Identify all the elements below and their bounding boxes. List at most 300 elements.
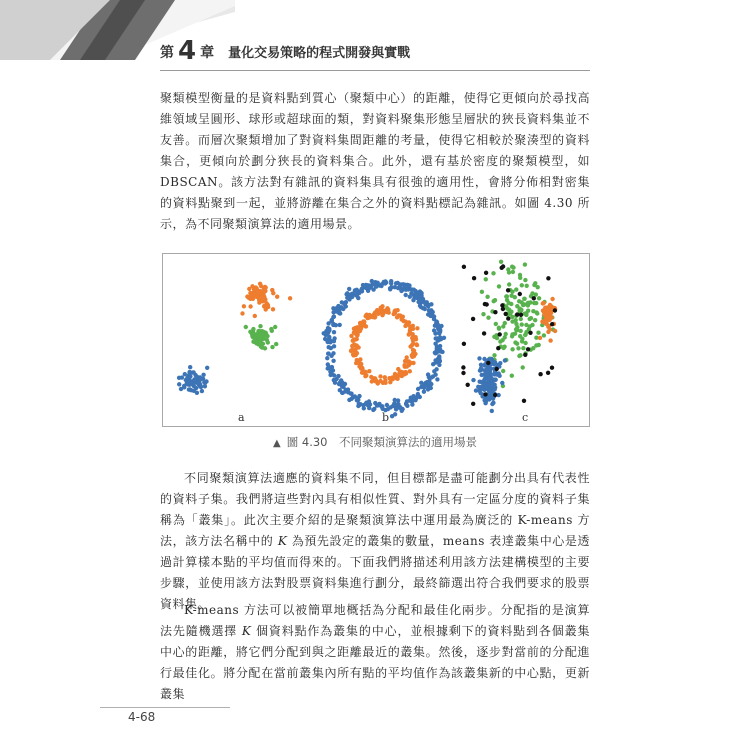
density-point-green (536, 285, 540, 289)
noise-point-black (462, 342, 466, 346)
density-point-green (523, 341, 527, 345)
ring-point-blue (399, 289, 403, 293)
ring-point-blue (405, 404, 409, 408)
ring-point-orange (371, 315, 375, 319)
density-point-green (485, 295, 489, 299)
density-point-green (536, 331, 540, 335)
noise-point-black (515, 312, 519, 316)
density-point-green (499, 260, 503, 264)
ring-point-blue (343, 302, 347, 306)
ring-point-blue (377, 402, 381, 406)
ring-point-blue (345, 291, 349, 295)
density-point-green (521, 346, 525, 350)
ring-point-orange (370, 379, 374, 383)
noise-point-black (518, 292, 522, 296)
density-point-green (530, 323, 534, 327)
density-point-orange (541, 308, 545, 312)
density-point-green (527, 301, 531, 305)
density-point-green (523, 278, 527, 282)
noise-point-black (493, 393, 497, 397)
cluster-point-green (263, 346, 267, 350)
density-point-green (506, 267, 510, 271)
noise-point-black (526, 347, 530, 351)
ring-point-orange (369, 375, 373, 379)
ring-point-blue (394, 281, 398, 285)
ring-point-blue (422, 390, 426, 394)
density-point-green (520, 337, 524, 341)
noise-point-black (546, 276, 550, 280)
noise-point-black (550, 366, 554, 370)
density-point-blue (486, 381, 490, 385)
cluster-point-blue (188, 365, 192, 369)
ring-point-orange (395, 377, 399, 381)
k-variable: K (277, 534, 288, 548)
ring-point-orange (349, 348, 353, 352)
density-point-orange (544, 316, 548, 320)
density-point-blue (482, 357, 486, 361)
ring-point-blue (388, 287, 392, 291)
ring-point-orange (349, 334, 353, 338)
ring-point-orange (405, 355, 409, 359)
ring-point-blue (436, 360, 440, 364)
noise-point-black (472, 276, 476, 280)
ring-point-orange (410, 355, 414, 359)
ring-point-orange (388, 380, 392, 384)
ring-point-orange (381, 381, 385, 385)
density-point-orange (548, 327, 552, 331)
ring-point-blue (431, 362, 435, 366)
density-point-green (503, 321, 507, 325)
cluster-point-orange (248, 304, 252, 308)
density-point-blue (490, 409, 494, 413)
noise-point-black (486, 361, 490, 365)
ring-point-blue (326, 351, 330, 355)
cluster-point-green (274, 342, 278, 346)
ring-point-blue (435, 345, 439, 349)
ring-point-orange (414, 342, 418, 346)
cluster-point-blue (201, 373, 205, 377)
density-point-orange (553, 329, 557, 333)
ring-point-orange (374, 379, 378, 383)
chapter-number: 4 (178, 36, 197, 66)
ring-point-orange (415, 326, 419, 330)
noise-point-black (500, 303, 504, 307)
ring-point-orange (408, 369, 412, 373)
ring-point-blue (331, 359, 335, 363)
cluster-point-blue (185, 382, 189, 386)
ring-point-blue (373, 401, 377, 405)
cluster-point-blue (192, 370, 196, 374)
density-point-green (518, 308, 522, 312)
cluster-point-orange (270, 288, 274, 292)
density-point-green (510, 332, 514, 336)
chapter-header (160, 36, 590, 71)
ring-point-orange (354, 344, 358, 348)
cluster-point-orange (257, 299, 261, 303)
ring-point-orange (363, 370, 367, 374)
paragraph-text: 為預先設定的叢集的數量，means 表達叢集中心是透過計算樣本點的平均值而得來的。下面我們將描述利用該方法建構模型的主要步驟，並使用該方法對股票資料集進行劃分，最終篩選出符合我們要求的股票資料集。 (160, 534, 590, 611)
ring-point-orange (351, 339, 355, 343)
ring-point-blue (346, 295, 350, 299)
ring-point-blue (422, 300, 426, 304)
density-point-green (480, 290, 484, 294)
density-point-blue (486, 386, 490, 390)
density-point-blue (477, 356, 481, 360)
ring-point-orange (364, 374, 368, 378)
density-point-green (514, 327, 518, 331)
density-point-green (497, 284, 501, 288)
noise-point-black (522, 399, 526, 403)
ring-point-blue (338, 323, 342, 327)
density-point-orange (544, 322, 548, 326)
density-point-green (520, 300, 524, 304)
ring-point-blue (337, 382, 341, 386)
density-point-green (504, 332, 508, 336)
density-point-blue (492, 384, 496, 388)
ring-point-blue (419, 291, 423, 295)
density-point-blue (474, 388, 478, 392)
density-point-green (514, 287, 518, 291)
ring-point-blue (343, 389, 347, 393)
noise-point-black (553, 308, 557, 312)
density-point-green (513, 340, 517, 344)
noise-point-black (495, 367, 499, 371)
chapter-suffix: 章 (200, 45, 215, 61)
ring-point-orange (383, 375, 387, 379)
density-point-green (501, 346, 505, 350)
ring-point-blue (326, 321, 330, 325)
density-point-green (510, 319, 514, 323)
density-point-green (531, 309, 535, 313)
density-point-green (510, 290, 514, 294)
ring-point-blue (429, 302, 433, 306)
paragraph-text: K-means 方法可以被簡單地概括為分配和最佳化兩步。分配指的是演算法先隨機選擇 (160, 603, 590, 638)
ring-point-orange (393, 308, 397, 312)
noise-point-black (461, 365, 465, 369)
cluster-point-blue (189, 388, 193, 392)
noise-point-black (528, 331, 532, 335)
ring-point-orange (407, 332, 411, 336)
density-point-green (519, 317, 523, 321)
density-point-green (533, 281, 537, 285)
ring-point-blue (333, 381, 337, 385)
cluster-point-orange (253, 314, 257, 318)
cluster-point-blue (204, 379, 208, 383)
ring-point-blue (437, 354, 441, 358)
ring-point-blue (332, 344, 336, 348)
noise-point-black (538, 372, 542, 376)
cluster-point-orange (242, 304, 246, 308)
ring-point-orange (397, 371, 401, 375)
ring-point-blue (339, 378, 343, 382)
ring-point-blue (435, 377, 439, 381)
clustering-scatter-svg (163, 254, 589, 426)
density-point-blue (488, 393, 492, 397)
cluster-point-orange (288, 296, 292, 300)
cluster-point-orange (240, 311, 244, 315)
ring-point-blue (356, 404, 360, 408)
density-point-green (497, 327, 501, 331)
noise-point-black (483, 302, 487, 306)
cluster-point-blue (193, 377, 197, 381)
ring-point-blue (427, 375, 431, 379)
density-point-green (501, 369, 505, 373)
density-point-green (514, 322, 518, 326)
ring-point-blue (338, 388, 342, 392)
noise-point-black (483, 392, 487, 396)
ring-point-blue (350, 292, 354, 296)
ring-point-blue (371, 408, 375, 412)
ring-point-blue (405, 399, 409, 403)
density-point-green (520, 322, 524, 326)
ring-point-blue (325, 356, 329, 360)
ring-point-blue (361, 283, 365, 287)
density-point-green (510, 265, 514, 269)
cluster-point-green (261, 342, 265, 346)
density-point-green (510, 315, 514, 319)
density-point-green (513, 295, 517, 299)
cluster-point-green (270, 329, 274, 333)
ring-point-orange (402, 372, 406, 376)
ring-point-blue (435, 350, 439, 354)
ring-point-orange (410, 336, 414, 340)
density-point-orange (550, 297, 554, 301)
ring-point-orange (353, 331, 357, 335)
ring-point-blue (347, 287, 351, 291)
paragraph-kmeans-intro (160, 468, 590, 615)
ring-point-blue (385, 403, 389, 407)
density-point-green (520, 283, 524, 287)
ring-point-blue (418, 395, 422, 399)
density-point-orange (543, 312, 547, 316)
ring-point-orange (399, 314, 403, 318)
ring-point-orange (361, 319, 365, 323)
density-point-blue (481, 379, 485, 383)
density-point-green (537, 296, 541, 300)
ring-point-blue (436, 323, 440, 327)
ring-point-orange (390, 375, 394, 379)
noise-point-black (546, 371, 550, 375)
cluster-point-orange (256, 295, 260, 299)
density-point-green (481, 312, 485, 316)
cluster-point-orange (247, 287, 251, 291)
ring-point-blue (404, 293, 408, 297)
cluster-point-orange (255, 290, 259, 294)
density-point-green (519, 329, 523, 333)
cluster-point-orange (271, 307, 275, 311)
cluster-point-green (251, 340, 255, 344)
noise-point-black (504, 312, 508, 316)
ring-point-blue (341, 385, 345, 389)
cluster-point-blue (177, 376, 181, 380)
ring-point-blue (332, 339, 336, 343)
density-point-green (491, 271, 495, 275)
ring-point-blue (357, 394, 361, 398)
chapter-prefix: 第 (160, 45, 174, 61)
ring-point-blue (438, 336, 442, 340)
ring-point-blue (379, 284, 383, 288)
ring-point-orange (358, 329, 362, 333)
cluster-point-orange (264, 285, 268, 289)
ring-point-blue (433, 373, 437, 377)
noise-point-black (498, 332, 502, 336)
ring-point-blue (428, 314, 432, 318)
cluster-point-green (260, 337, 264, 341)
paragraph-intro: 聚類模型衡量的是資料點到質心（聚類中心）的距離，使得它更傾向於尋找高維領域呈圓形、球形或超球面的類，對資料聚集形態呈層狀的狹長資料集並不友善。而層次聚類增加了對資料集間距離的考量，使得它相較於聚湊型的資料集合，更傾向於劃分狹長的資料集合。此外，還有基於密度的聚類模型，如DBSCAN。該方法對有雜訊的資料集具有很強的適用性，會將分佈相對密集的資料點聚到一起，並將游離在集合之外的資料點標記為雜訊。如圖 4.30 所示，為不同聚類演算法的適用場景。 (160, 91, 590, 231)
noise-point-black (519, 313, 523, 317)
ring-point-orange (376, 312, 380, 316)
cluster-point-blue (205, 366, 209, 370)
ring-point-blue (331, 322, 335, 326)
noise-point-black (462, 265, 466, 269)
density-point-green (533, 318, 537, 322)
k-variable: K (241, 624, 252, 638)
density-point-green (542, 333, 546, 337)
panel-label-c: c (522, 411, 529, 424)
cluster-point-blue (188, 374, 192, 378)
ring-point-blue (327, 328, 331, 332)
density-point-blue (479, 363, 483, 367)
density-point-green (537, 343, 541, 347)
ring-point-blue (437, 328, 441, 332)
noise-point-black (461, 371, 465, 375)
density-point-green (511, 270, 515, 274)
ring-point-orange (403, 324, 407, 328)
ring-point-blue (411, 298, 415, 302)
ring-point-blue (330, 318, 334, 322)
ring-point-blue (428, 309, 432, 313)
density-point-green (510, 347, 514, 351)
density-point-green (524, 323, 528, 327)
ring-point-blue (362, 406, 366, 410)
ring-point-blue (407, 283, 411, 287)
ring-point-blue (389, 279, 393, 283)
density-point-green (532, 301, 536, 305)
ring-point-blue (427, 379, 431, 383)
density-point-blue (479, 391, 483, 395)
ring-point-blue (351, 395, 355, 399)
page-number: 4-68 (128, 710, 156, 724)
noise-point-black (471, 317, 475, 321)
paragraph-text: 不同聚類演算法適應的資料集不同，但目標都是盡可能劃分出具有代表性的資料子集。我們將這些對內具有相似性質、對外具有一定區分度的資料子集稱為「叢集」。此次主要介紹的是聚類演算法中運用最為廣泛的 K-means 方法，該方法名稱中的 (160, 471, 590, 548)
density-point-blue (490, 380, 494, 384)
ring-point-blue (328, 370, 332, 374)
density-point-green (521, 365, 525, 369)
noise-point-black (471, 402, 475, 406)
ring-point-blue (422, 386, 426, 390)
density-point-green (494, 322, 498, 326)
ring-point-orange (359, 365, 363, 369)
density-point-green (529, 316, 533, 320)
cluster-point-blue (198, 382, 202, 386)
density-point-orange (547, 309, 551, 313)
ring-point-blue (331, 351, 335, 355)
paragraph-text: 個資料點作為叢集的中心，並根據剩下的資料點到各個叢集中心的距離，將它們分配到與之距離最近的叢集。然後，逐步對當前的分配進行最佳化。將分配在當前叢集內所有點的平均值作為該叢集新的中心點，更新叢集 (160, 624, 590, 701)
cluster-point-orange (275, 295, 279, 299)
noise-point-black (500, 266, 504, 270)
ring-point-blue (429, 386, 433, 390)
noise-point-black (550, 322, 554, 326)
ring-point-blue (433, 331, 437, 335)
cluster-point-green (270, 345, 274, 349)
cluster-point-blue (200, 389, 204, 393)
cluster-point-blue (203, 384, 207, 388)
density-point-green (516, 346, 520, 350)
cluster-point-green (258, 324, 262, 328)
cluster-point-blue (182, 385, 186, 389)
density-point-green (523, 262, 527, 266)
density-point-blue (480, 368, 484, 372)
noise-point-black (466, 383, 470, 387)
panel-label-a: a (238, 411, 245, 424)
cluster-point-orange (262, 297, 266, 301)
noise-point-black (496, 346, 500, 350)
ring-point-orange (364, 324, 368, 328)
noise-point-black (506, 316, 510, 320)
paragraph-kmeans-steps (160, 600, 590, 705)
cluster-point-green (264, 332, 268, 336)
ring-point-blue (395, 402, 399, 406)
ring-point-blue (391, 404, 395, 408)
ring-point-blue (393, 412, 397, 416)
density-point-green (492, 299, 496, 303)
density-point-green (486, 316, 490, 320)
density-point-green (526, 309, 530, 313)
ring-point-blue (335, 306, 339, 310)
ring-point-orange (410, 343, 414, 347)
noise-point-black (506, 288, 510, 292)
ring-point-blue (368, 402, 372, 406)
density-point-blue (483, 373, 487, 377)
ring-point-blue (399, 283, 403, 287)
ring-point-orange (408, 325, 412, 329)
figure-caption (160, 434, 590, 450)
density-point-orange (542, 301, 546, 305)
ring-point-orange (367, 369, 371, 373)
ring-point-orange (387, 310, 391, 314)
density-point-green (525, 284, 529, 288)
cluster-point-green (258, 334, 262, 338)
ring-point-orange (407, 363, 411, 367)
noise-point-black (532, 296, 536, 300)
density-point-orange (548, 338, 552, 342)
footer-rule (100, 707, 230, 726)
noise-point-black (484, 271, 488, 275)
cluster-point-blue (177, 382, 181, 386)
ring-point-blue (369, 285, 373, 289)
ring-point-blue (421, 306, 425, 310)
density-point-green (530, 291, 534, 295)
density-point-green (492, 353, 496, 357)
density-point-orange (538, 336, 542, 340)
ring-point-orange (378, 374, 382, 378)
cluster-point-green (250, 332, 254, 336)
ring-point-blue (332, 330, 336, 334)
noise-point-black (493, 310, 497, 314)
ring-point-orange (355, 351, 359, 355)
ring-point-blue (325, 332, 329, 336)
noise-point-black (482, 331, 486, 335)
density-point-orange (548, 303, 552, 307)
density-point-green (535, 311, 539, 315)
chapter-title: 量化交易策略的程式開發與實戰 (228, 46, 411, 61)
density-point-blue (503, 358, 507, 362)
ring-point-blue (359, 287, 363, 291)
cluster-point-orange (266, 303, 270, 307)
panel-label-b: b (382, 411, 390, 424)
ring-point-blue (413, 289, 417, 293)
density-point-green (510, 374, 514, 378)
